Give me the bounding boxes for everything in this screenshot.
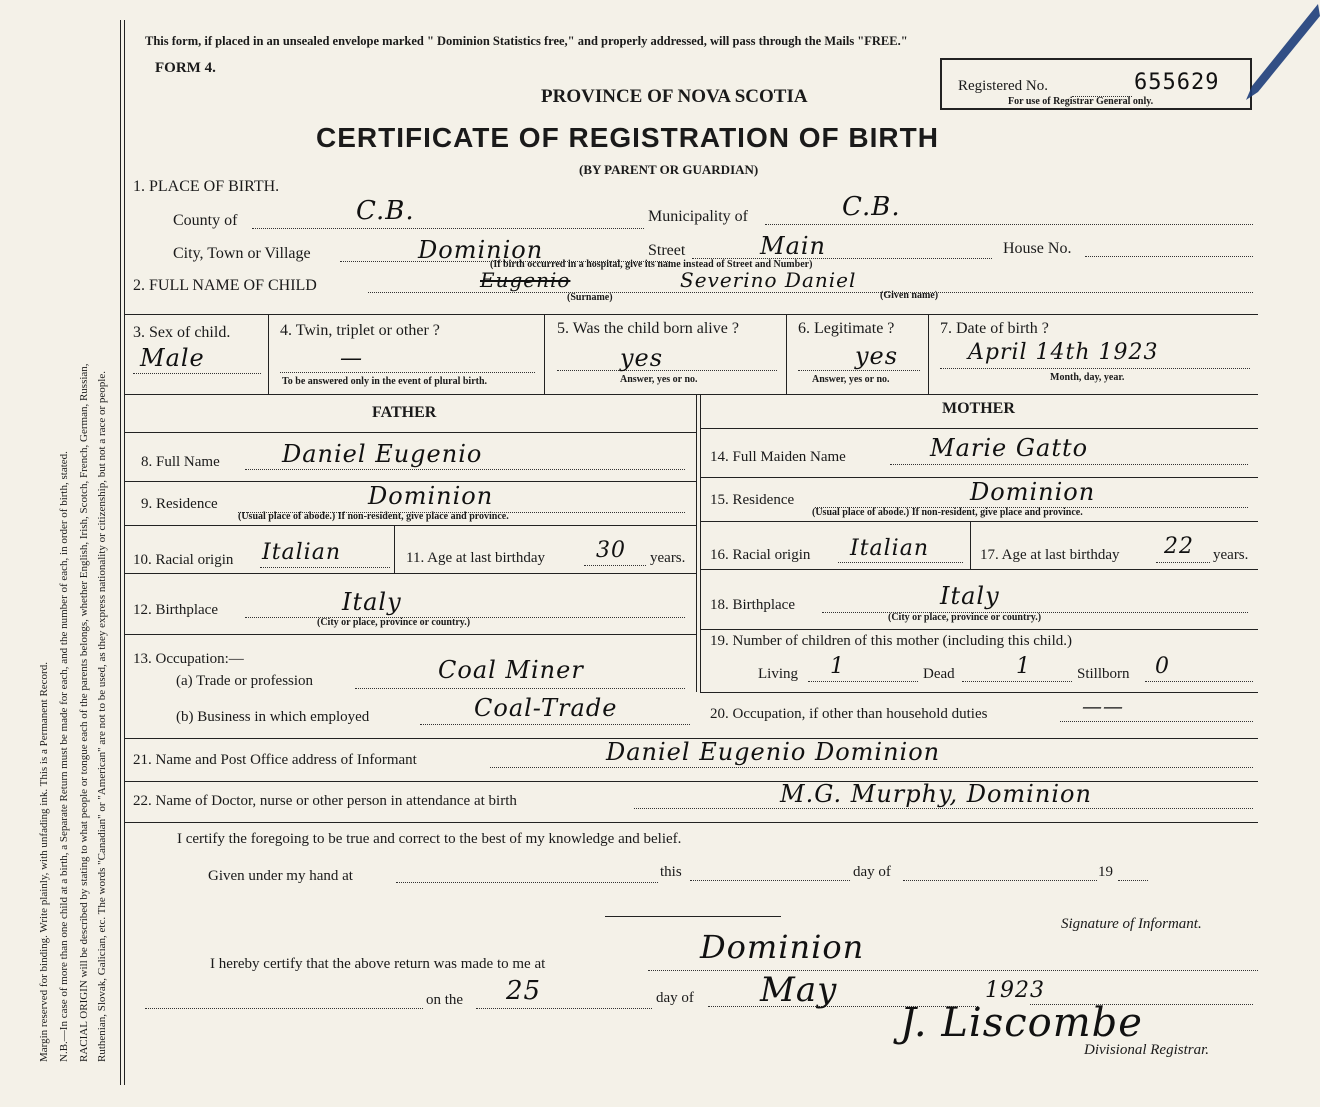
mother-racial-value: Italian [850,536,930,561]
city-label: City, Town or Village [173,245,311,262]
city-value: Dominion [418,236,544,264]
dob-value: April 14th 1923 [968,340,1159,365]
mother-birthplace-value: Italy [940,582,1000,610]
legitimate-caption: Answer, yes or no. [812,374,890,385]
mother-stillborn-value: 0 [1155,654,1170,679]
registrar-statement: I hereby certify that the above return was made to me at [210,956,546,972]
father-birthplace-label: 12. Birthplace [133,602,218,618]
dob-label: 7. Date of birth ? [940,320,1049,337]
mother-age-value: 22 [1164,534,1194,559]
binding-margin-line [120,20,121,1085]
mother-occupation-dash-icon: —— [1082,694,1124,718]
twin-label: 4. Twin, triplet or other ? [280,322,440,339]
informant-value: Daniel Eugenio Dominion [606,738,941,766]
father-age-label: 11. Age at last birthday [406,550,545,566]
county-value: C.B. [356,196,415,226]
mother-heading: MOTHER [942,400,1015,417]
mother-residence-value: Dominion [970,478,1096,506]
father-trade-label: (a) Trade or profession [176,673,314,689]
father-business-label: (b) Business in which employed [176,709,370,725]
mother-occupation-label: 20. Occupation, if other than household duties [710,706,988,722]
father-name-label: 8. Full Name [141,454,220,470]
margin-note-racial-1: RACIAL ORIGIN will be described by stating to what people or tongue each of the parents belongs, whether English, Irish, Scotch, French, German, Russian, [78,363,90,1062]
signature-of-informant-caption: Signature of Informant. [1061,916,1202,932]
doctor-label: 22. Name of Doctor, nurse or other person in attendance at birth [133,793,517,809]
given-under-hand-label: Given under my hand at [208,868,353,884]
father-business-value: Coal-Trade [474,694,618,722]
informant-label: 21. Name and Post Office address of Informant [133,752,417,768]
mother-stillborn-label: Stillborn [1077,666,1130,682]
registration-month-value: May [760,970,838,1010]
father-occupation-label: 13. Occupation:— [133,651,244,667]
mother-residence-label: 15. Residence [710,492,795,508]
registration-year-value: 1923 [985,978,1045,1003]
divisional-registrar-caption: Divisional Registrar. [1084,1042,1210,1058]
twin-caption: To be answered only in the event of plural birth. [282,376,488,387]
registered-box [940,58,1252,110]
margin-note-racial-2: Ruthenian, Slovak, Galician, etc. The words "Canadian" or "American" are not to be used, as they express nationality or citizenship, but not a race or people. [96,371,108,1062]
sex-value: Male [140,344,205,372]
day-of-registration-label: day of [656,990,694,1006]
pen-mark-icon [1240,0,1320,110]
year-prefix-label: 19 [1098,864,1113,880]
margin-note-nb: N.B.—In case of more than one child at a birth, a Separate Return must be made for each, and the number of each, in order of birth, stated. [58,451,70,1062]
given-name-caption: (Given name) [880,290,939,301]
mother-birthplace-caption: (City or place, province or country.) [888,612,1042,623]
alive-caption: Answer, yes or no. [620,374,698,385]
registrar-place-value: Dominion [700,928,865,966]
day-of-label: day of [853,864,891,880]
father-residence-label: 9. Residence [141,496,218,512]
mother-living-label: Living [758,666,798,682]
father-birthplace-caption: (City or place, province or country.) [317,617,471,628]
street-value: Main [760,232,827,260]
street-label: Street [648,242,686,259]
mother-name-value: Marie Gatto [930,434,1089,462]
house-number-label: House No. [1003,240,1072,257]
doctor-value: M.G. Murphy, Dominion [780,780,1092,808]
mother-name-label: 14. Full Maiden Name [710,449,846,465]
mail-notice: This form, if placed in an unsealed envelope marked " Dominion Statistics free," and properly addressed, will pass through the Mails "FREE." [145,34,908,48]
county-label: County of [173,212,238,229]
father-heading: FATHER [372,404,437,421]
father-racial-value: Italian [262,540,342,565]
father-birthplace-value: Italy [342,588,402,616]
surname-caption: (Surname) [567,292,613,303]
on-the-label: on the [426,992,464,1008]
mother-residence-caption: (Usual place of abode.) If non-resident, give place and province. [812,507,1083,518]
this-label: this [660,864,682,880]
mother-children-label: 19. Number of children of this mother (including this child.) [710,633,1073,649]
child-name-label: 2. FULL NAME OF CHILD [133,277,317,294]
father-residence-value: Dominion [368,482,494,510]
father-name-value: Daniel Eugenio [282,440,483,468]
father-trade-value: Coal Miner [438,656,584,684]
mother-years-label: years. [1213,547,1249,563]
registered-label: Registered No. [958,78,1048,94]
certify-statement: I certify the foregoing to be true and correct to the best of my knowledge and belief. [177,831,682,847]
alive-label: 5. Was the child born alive ? [557,320,739,337]
mother-racial-label: 16. Racial origin [710,547,811,563]
sex-label: 3. Sex of child. [133,324,231,341]
mother-dead-value: 1 [1016,654,1031,679]
alive-value: yes [620,344,664,372]
child-given-value: Severino Daniel [680,268,857,292]
margin-note-binding: Margin reserved for binding. Write plainly, with unfading ink. This is a Permanent Record. [38,662,50,1062]
place-of-birth-heading: 1. PLACE OF BIRTH. [133,178,280,195]
registration-day-value: 25 [506,976,542,1006]
registrar-note: For use of Registrar General only. [1008,96,1154,107]
twin-value: — [340,346,363,371]
mother-living-value: 1 [830,654,845,679]
form-number: FORM 4. [155,60,216,76]
municipality-label: Municipality of [648,208,748,225]
municipality-value: C.B. [842,192,901,222]
legitimate-value: yes [855,342,899,370]
mother-age-label: 17. Age at last birthday [980,547,1120,563]
binding-margin-line-inner [124,20,125,1085]
registrar-signature-value: J. Liscombe [900,1000,1143,1046]
father-age-value: 30 [596,538,626,563]
certificate-subtitle: (BY PARENT OR GUARDIAN) [579,162,759,177]
father-years-label: years. [650,550,686,566]
dob-caption: Month, day, year. [1050,372,1125,383]
father-racial-label: 10. Racial origin [133,552,234,568]
province-heading: PROVINCE OF NOVA SCOTIA [541,86,808,107]
registered-number: 655629 [1134,70,1220,95]
informant-signature-line [605,916,781,917]
hospital-note: (If birth occurred in a hospital, give its name instead of Street and Number) [490,259,813,270]
mother-dead-label: Dead [923,666,955,682]
legitimate-label: 6. Legitimate ? [798,320,895,337]
father-residence-caption: (Usual place of abode.) If non-resident, give place and province. [238,511,509,522]
certificate-title: CERTIFICATE OF REGISTRATION OF BIRTH [316,122,939,153]
mother-birthplace-label: 18. Birthplace [710,597,795,613]
child-surname-value: Eugenio [480,268,571,292]
